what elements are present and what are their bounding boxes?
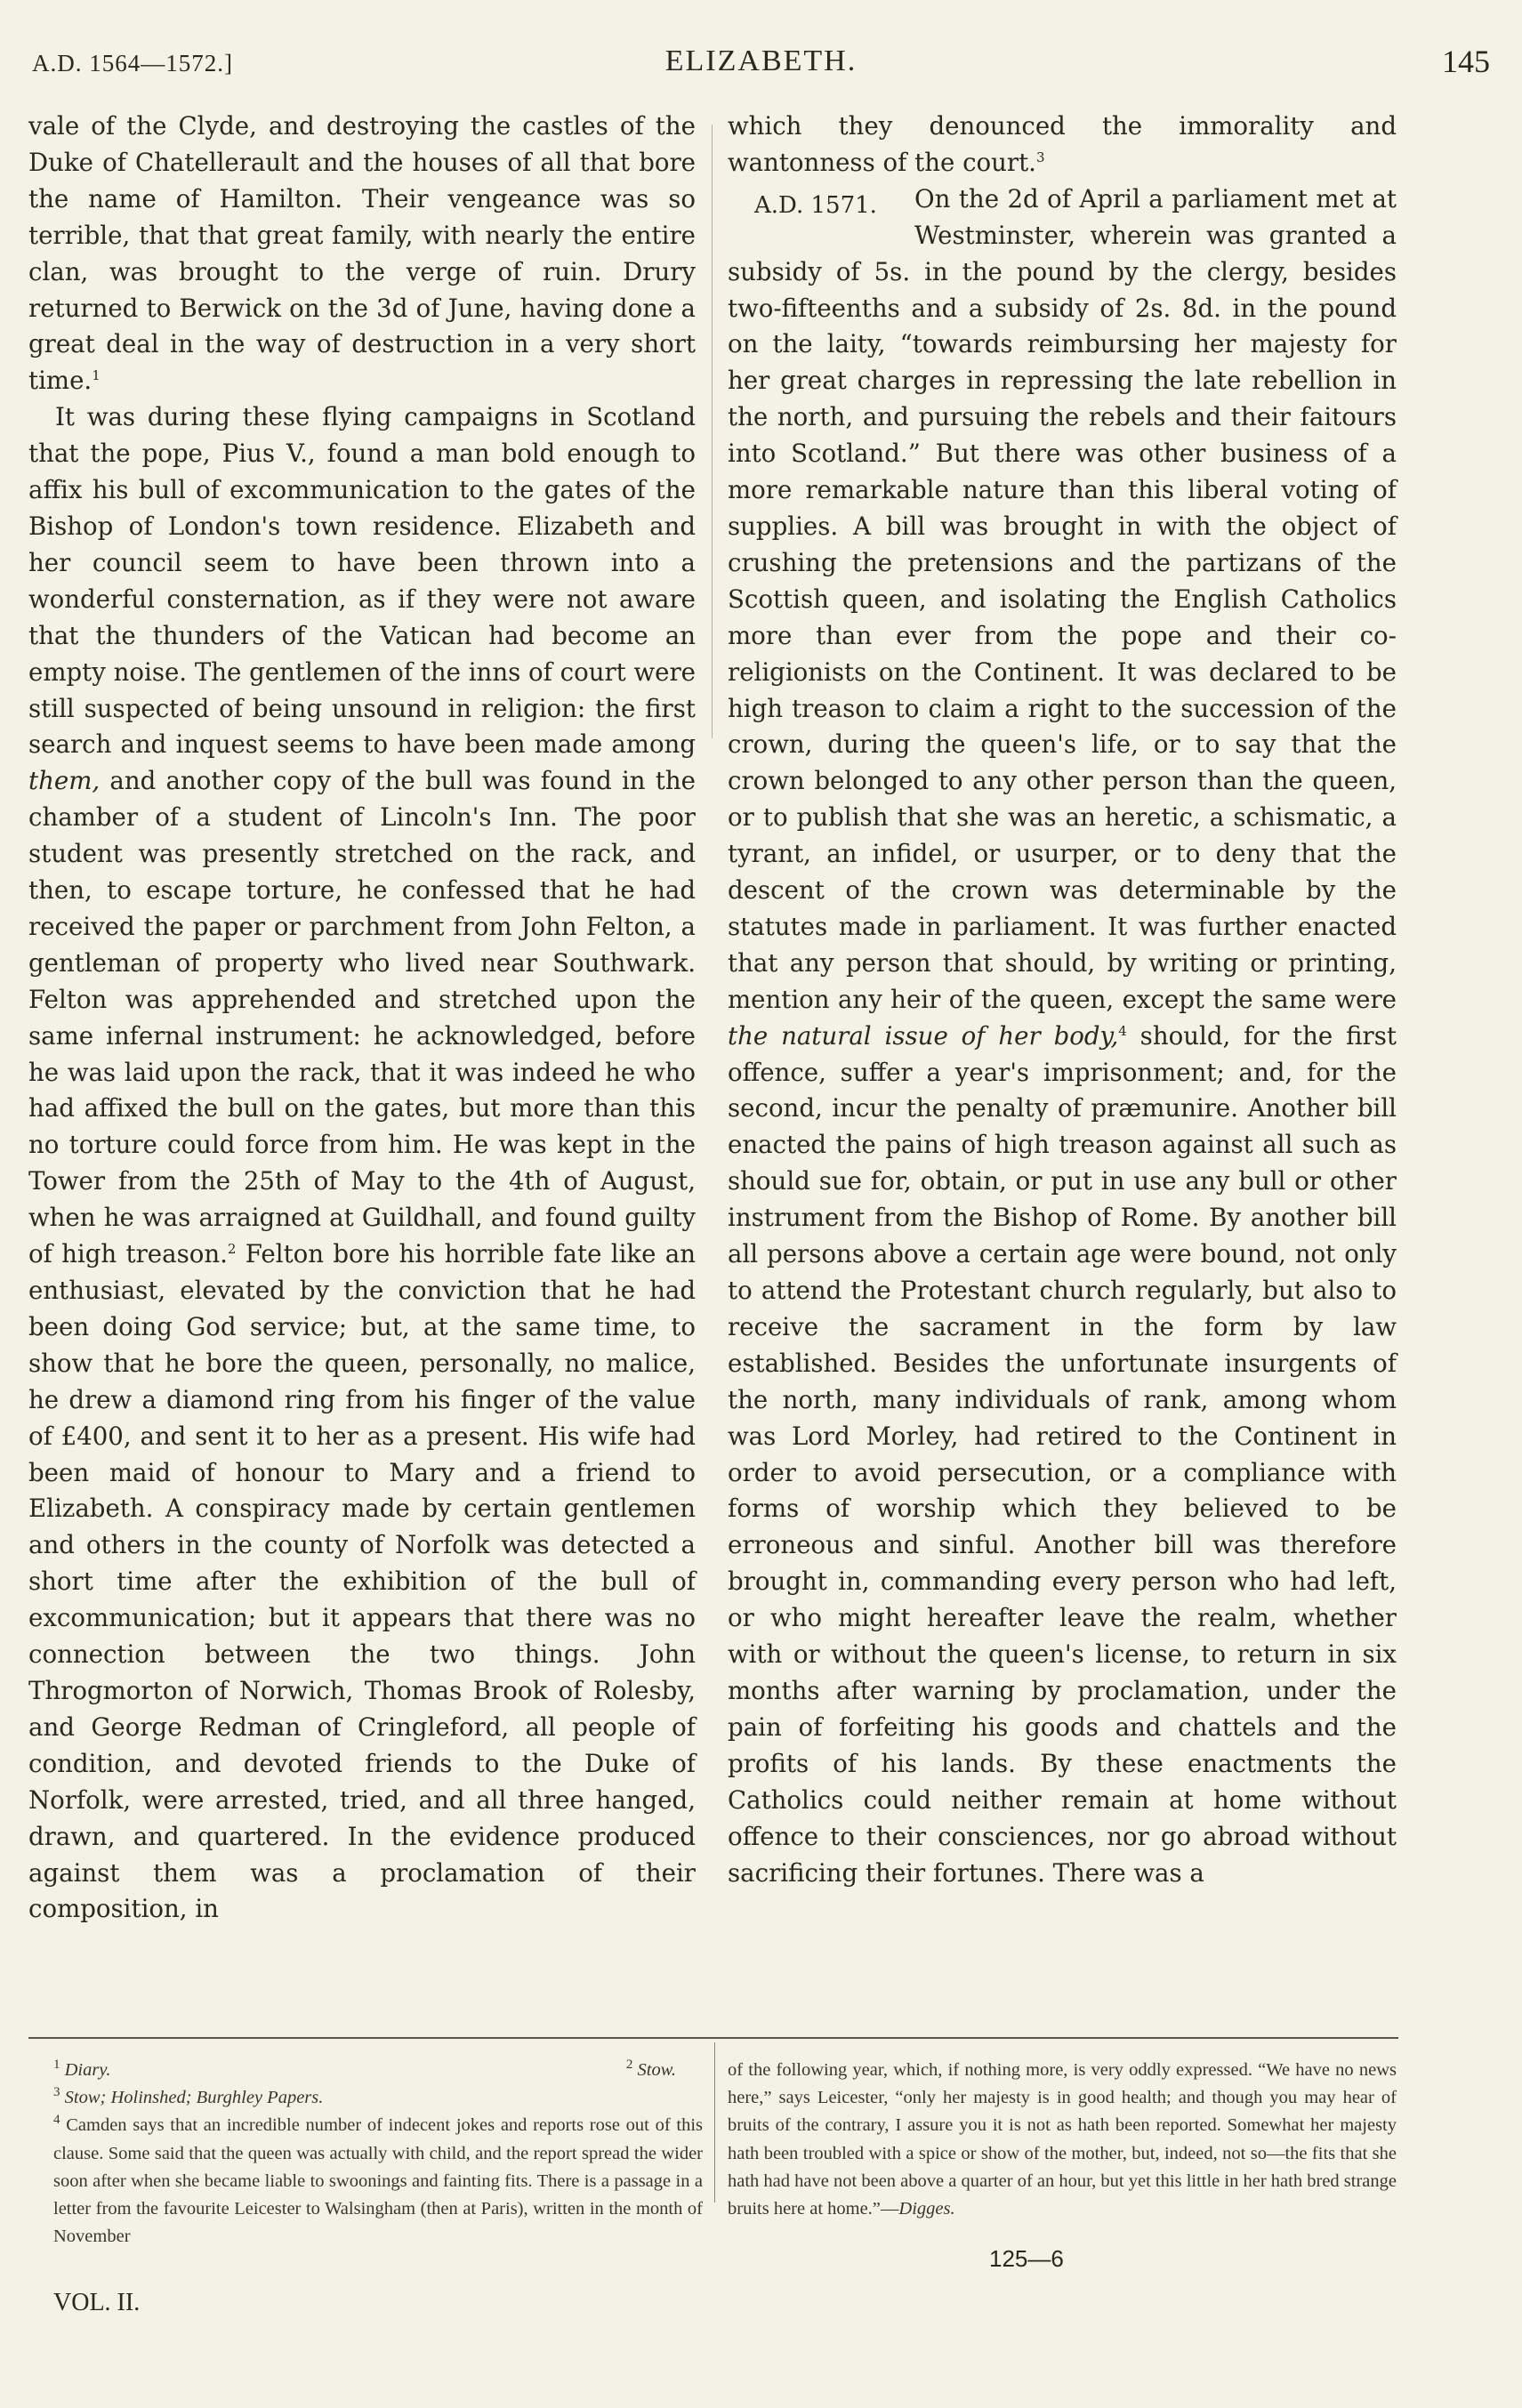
margin-date: A.D. 1571. — [754, 191, 877, 219]
footnote-4-continued: of the following year, which, if nothing more, is very oddly expressed. “We have no news here,” says Leicester, “only her majesty is in good health; and though you may hear of bruits of the contrary, I assure you it is not as hath been reported. Somewhat her majesty hath been troubled with a spice or show of the mother, but, indeed, not so—the fits that she hath had have not been above a quarter of an hour, but yet this little in her hath bred strange bruits here at home.”—Digges. — [728, 2060, 1397, 2219]
signature-mark: 125—6 — [989, 2245, 1064, 2272]
footnote-4: $^4$ Camden says that an incredible number of indecent jokes and reports rose out of this clause. Some said that the queen was actually with child, and the report spread the wider soon after when she became liable to swoonings and fainting fits. There is a passage in a letter from the favourite Leicester to Walsingham (then at Paris), written in the month of November — [53, 2113, 704, 2247]
footnote-1: $^1$ Diary. — [53, 2058, 111, 2080]
header-title: ELIZABETH. — [664, 44, 858, 77]
footnotes-left — [53, 2057, 703, 2251]
left-column — [28, 109, 696, 1928]
paragraph: which they denounced the immorality and wantonness of the court.$^3$ — [728, 111, 1397, 177]
footnote-ref[interactable]: 4 — [1118, 1022, 1127, 1039]
column-divider — [712, 125, 713, 738]
footnote-rule — [28, 2037, 1398, 2039]
paragraph: vale of the Clyde, and destroying the castles of the Duke of Chatellerault and the houses of all that bore the name of Hamilton. Their vengeance was so terrible, that that great family, with nearly the entire clan, was brought to the verge of ruin. Drury returned to Berwick on the 3d of June, having done a great deal in the way of destruction in a very short time.$^1$ — [28, 111, 696, 396]
footnote-ref[interactable]: 2 — [227, 1240, 237, 1257]
volume-mark: VOL. II. — [53, 2289, 141, 2316]
footnote-2: $^2$ Stow. — [625, 2058, 676, 2080]
footnote-divider — [714, 2042, 715, 2203]
paragraph: A.D. 1571. On the 2d of April a parliament met at Westminster, wherein was granted a subsidy of 5s. in the pound by the clergy, besides two-fifteenths and a subsidy of 2s. 8d. in the pound on the laity, “towards reimbursing her majesty for her great charges in repressing the late rebellion in the north, and pursuing the rebels and their faitours into Scotland.” But there was other business of a more remarkable nature than this liberal voting of supplies. A bill was brought in with the object of crushing the pretensions and the partizans of the Scottish queen, and isolating the English Catholics more than ever from the pope and their co-religionists on the Continent. It was declared to be high treason to claim a right to the succession of the crown, during the queen's life, or to say that the crown belonged to any other person than the queen, or to publish that she was an heretic, a schismatic, a tyrant, an infidel, or usurper, or to deny that the descent of the crown was determinable by the statutes made in parliament. It was further enacted that any person that should, by writing or printing, mention any heir of the queen, except the same were the natural issue of her body,$^4$ should, for the first offence, suffer a year's imprisonment; and, for the second, incur the penalty of præmunire. Another bill enacted the pains of high treason against all such as should sue for, obtain, or put in use any bull or other instrument from the Bishop of Rome. By another bill all persons above a certain age were bound, not only to attend the Protestant church regularly, but also to receive the sacrament in the form by law established. Besides the unfortunate insurgents of the north, many individuals of rank, among whom was Lord Morley, had retired to the Continent in order to avoid persecution, or a compliance with forms of worship which they believed to be erroneous and sinful. Another bill was therefore brought in, commanding every person who had left, or who might hereafter leave the realm, whether with or without the queen's license, to return in six months after warning by proclamation, under the pain of forfeiting his goods and chattels and the profits of his lands. By these enactments the Catholics could neither remain at home without offence to their consciences, nor go abroad without sacrificing their fortunes. There was a — [728, 181, 1397, 1892]
footnote-3: $^3$ Stow; Holinshed; Burghley Papers. — [53, 2085, 324, 2108]
italic-text: them, — [28, 766, 101, 796]
paragraph: It was during these flying campaigns in Scotland that the pope, Pius V., found a man bold enough to affix his bull of excommunication to the gates of the Bishop of London's town residence. Elizabeth and her council seem to have been thrown into a wonderful consternation, as if they were not aware that the thunders of the Vatican had become an empty noise. The gentlemen of the inns of court were still suspected of being unsound in religion: the first search and inquest seems to have been made among them, and another copy of the bull was found in the chamber of a student of Lincoln's Inn. The poor student was presently stretched on the rack, and then, to escape torture, he confessed that he had received the paper or parchment from John Felton, a gentleman of property who lived near Southwark. Felton was apprehended and stretched upon the same infernal instrument: he acknowledged, before he was laid upon the rack, that it was indeed he who had affixed the bull on the gates, but more than this no torture could force from him. He was kept in the Tower from the 25th of May to the 4th of August, when he was arraigned at Guildhall, and found guilty of high treason.$^2$ Felton bore his horrible fate like an enthusiast, elevated by the conviction that he had been doing God service; but, at the same time, to show that he bore the queen, personally, no malice, he drew a diamond ring from his finger of the value of £400, and sent it to her as a present. His wife had been maid of honour to Mary and a friend to Elizabeth. A conspiracy made by certain gentlemen and others in the county of Norfolk was detected a short time after the exhibition of the bull of excommunication; but it appears that there was no connection between the two things. John Throgmorton of Norwich, Thomas Brook of Rolesby, and George Redman of Cringleford, all people of condition, and devoted friends to the Duke of Norfolk, were arrested, tried, and all three hanged, drawn, and quartered. In the evidence produced against them was a proclamation of their composition, in — [28, 402, 697, 1924]
footnote-ref[interactable]: 1 — [92, 367, 101, 384]
footnote-ref[interactable]: 3 — [1035, 149, 1045, 165]
right-column — [728, 109, 1397, 1891]
italic-text: the natural issue of her body, — [728, 1020, 1119, 1051]
running-header — [32, 39, 1490, 84]
footnote-row — [53, 2057, 703, 2084]
header-dates: A.D. 1564—1572.] — [32, 50, 233, 77]
footnotes-right — [728, 2057, 1397, 2223]
page-number: 145 — [1442, 44, 1490, 79]
